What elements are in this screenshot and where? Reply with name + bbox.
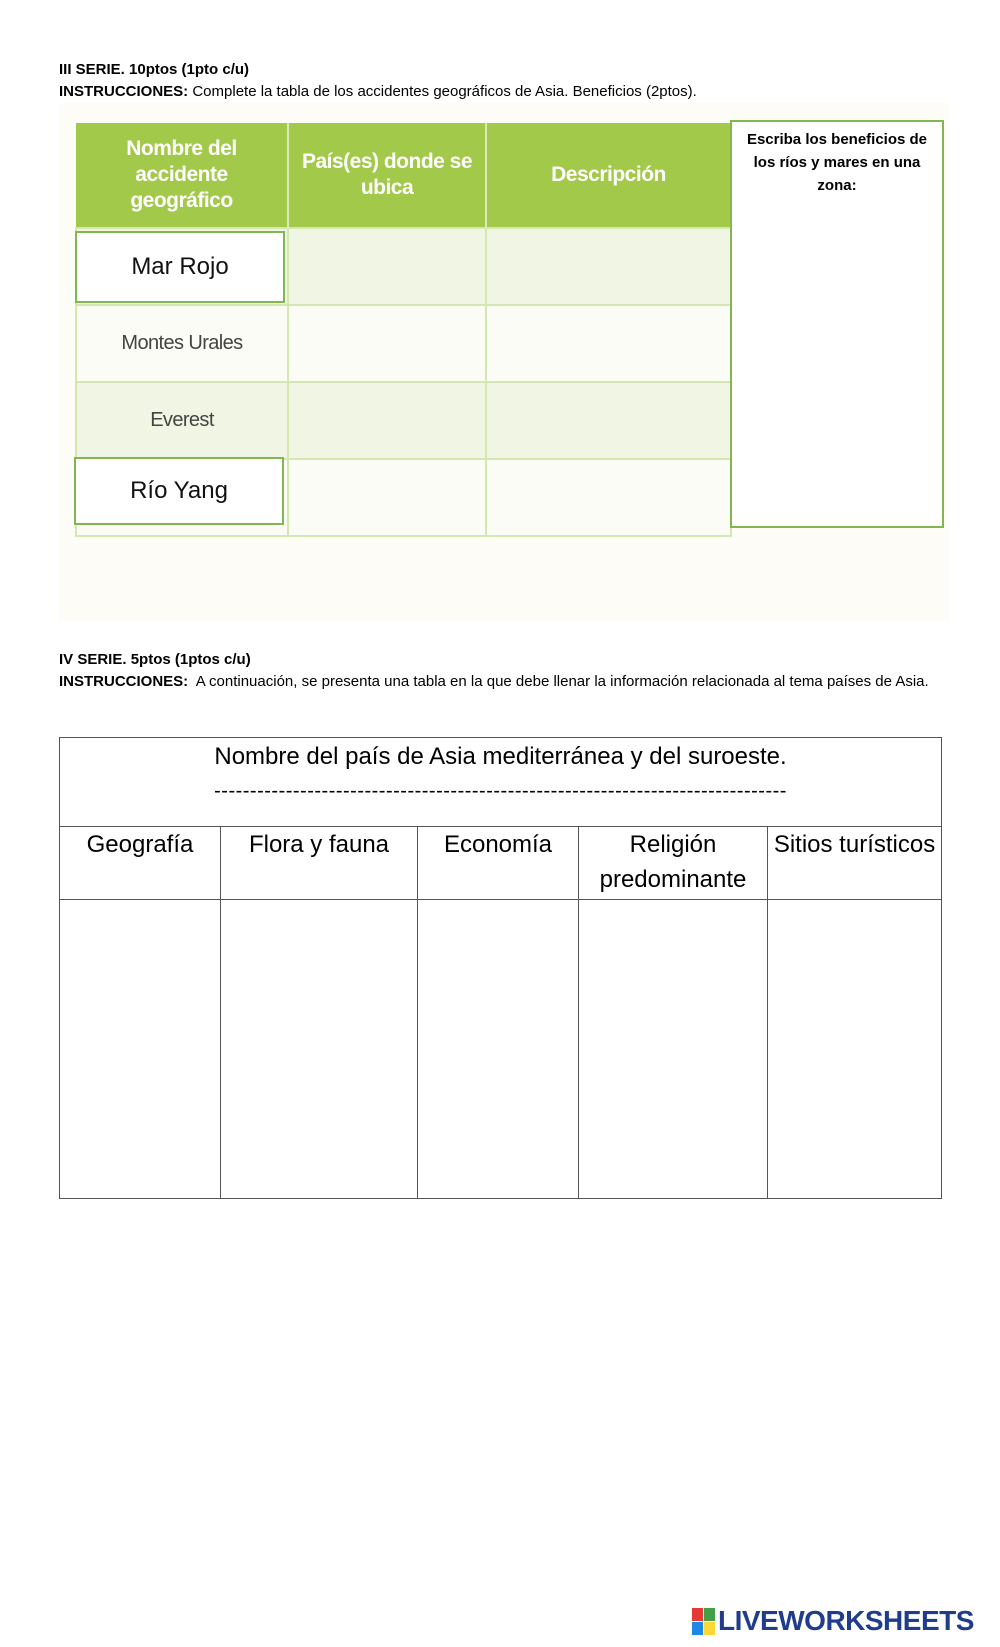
countries-cell: [288, 228, 486, 305]
logo-mark-icon: [692, 1608, 715, 1635]
series4-instructions-label: INSTRUCCIONES:: [59, 673, 189, 690]
logo-text: LIVEWORKSHEETS: [718, 1605, 974, 1636]
description-cell: [486, 382, 731, 459]
row-label: Everest: [76, 382, 288, 459]
series3-instructions-label: INSTRUCCIONES:: [59, 83, 189, 100]
description-cell: [486, 305, 731, 382]
description-cell: [486, 459, 731, 536]
series3-instructions: [59, 81, 697, 103]
header-countries: País(es) donde se ubica: [288, 123, 486, 228]
countries-cell: [288, 382, 486, 459]
economia-answer-cell[interactable]: [418, 900, 579, 1199]
col-religion: Religión predominante: [579, 827, 768, 900]
geografia-answer-cell[interactable]: [60, 900, 221, 1199]
countries-cell: [288, 459, 486, 536]
series3-title: III SERIE. 10ptos (1pto c/u): [59, 61, 250, 78]
col-flora-fauna: Flora y fauna: [221, 827, 418, 900]
benefits-box[interactable]: Escriba los beneficios de los ríos y mares en una zona:: [730, 120, 944, 528]
table-row: [60, 900, 942, 1199]
countries-cell: [288, 305, 486, 382]
asia-countries-table: [59, 737, 942, 1199]
table-title: Nombre del país de Asia mediterránea y del suroeste.: [214, 743, 787, 770]
table-row: [76, 382, 731, 459]
row-label: Montes Urales: [76, 305, 288, 382]
col-economia: Economía: [418, 827, 579, 900]
series4-title: IV SERIE. 5ptos (1ptos c/u): [59, 651, 251, 668]
header-feature-name: Nombre del accidente geográfico: [76, 123, 288, 228]
table-title-cell: [60, 738, 942, 827]
country-name-blank-line: --------------------------------------------------------------------------------: [214, 780, 787, 802]
series3-instructions-text: Complete la tabla de los accidentes geográficos de Asia. Beneficios (2ptos).: [192, 83, 697, 100]
col-geografia: Geografía: [60, 827, 221, 900]
col-sitios: Sitios turísticos: [768, 827, 942, 900]
series4-instructions-text: A continuación, se presenta una tabla en la que debe llenar la información relacionada al tema países de Asia.: [195, 673, 929, 690]
mar-rojo-box: Mar Rojo: [75, 231, 285, 303]
flora-fauna-answer-cell[interactable]: [221, 900, 418, 1199]
series4-instructions: [59, 671, 949, 693]
rio-yang-box: Río Yang: [74, 457, 284, 525]
table-row: [76, 305, 731, 382]
liveworksheets-logo: [692, 1604, 974, 1638]
religion-answer-cell[interactable]: [579, 900, 768, 1199]
sitios-answer-cell[interactable]: [768, 900, 942, 1199]
description-cell: [486, 228, 731, 305]
header-description: Descripción: [486, 123, 731, 228]
